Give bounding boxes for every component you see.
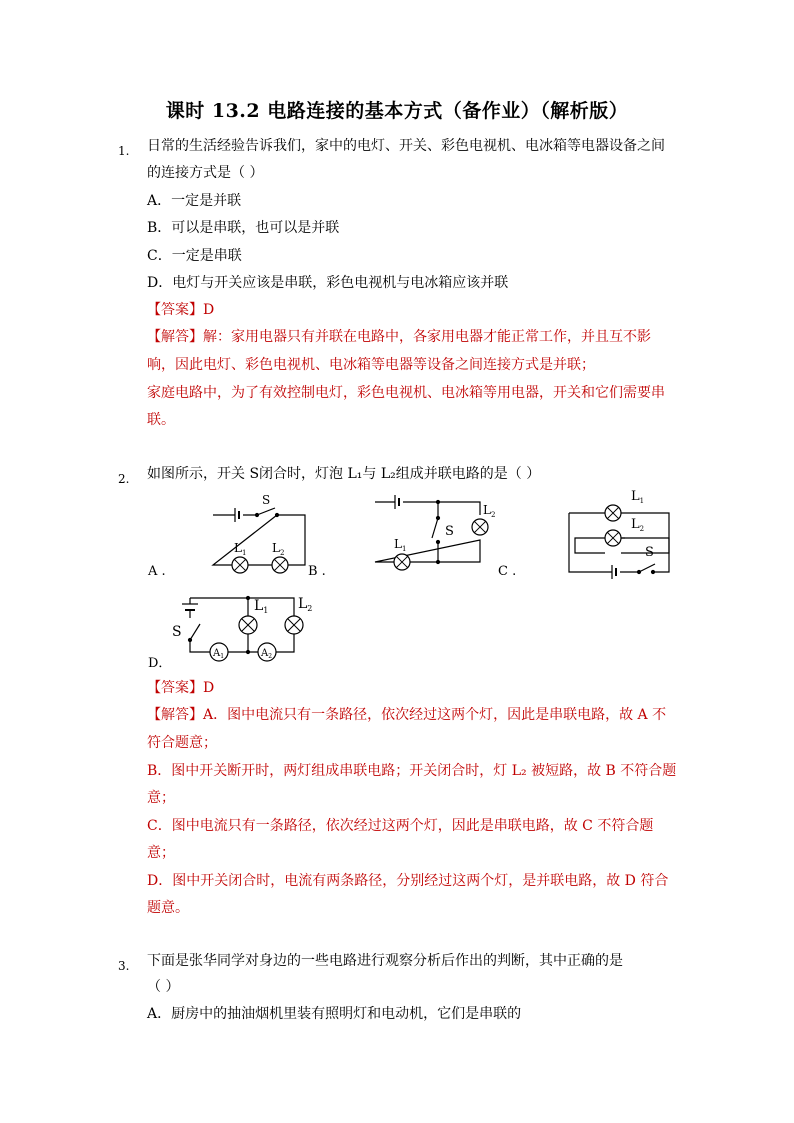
circuit-c-diagram [565,488,677,580]
lamp-l2-label: $L_2$ [298,596,313,613]
switch-label: S [645,545,654,560]
explanation-text: A．图中电流只有一条路径，依次经过这两个灯，因此是串联电路，故 A 不 [203,707,667,723]
explanation-line [147,705,666,725]
lamp-l2-label: $L_2$ [631,517,645,533]
option-c: C．一定是串联 [147,248,242,264]
explanation-text: C．图中电流只有一条路径，依次经过这两个灯，因此是串联电路，故 C 不符合题 [147,818,654,834]
option-d: D．电灯与开关应该是串联，彩色电视机与电冰箱应该并联 [147,275,509,291]
explanation-text: 意； [147,845,175,861]
answer-line [147,678,214,698]
question-stem: 的连接方式是（ ） [147,165,264,181]
switch-label: S [172,624,182,640]
circuit-a-diagram [205,490,315,582]
explanation-text: D．图中开关闭合时，电流有两条路径，分别经过这两个灯，是并联电路，故 D 符合 [147,873,669,889]
explanation-line [147,327,651,347]
page-title: 课时 13.2 电路连接的基本方式（备作业）（解析版） [165,100,629,122]
question-number: 3. [118,959,130,973]
ammeter-a1-label: $A_1$ [213,648,225,660]
ammeter-a2-label: $A_2$ [261,648,273,660]
circuit-b-diagram [370,490,500,580]
answer-line [147,300,214,320]
switch-label: S [445,524,454,539]
lamp-l1-label: $L_1$ [234,541,247,557]
answer-label: 【答案】 [147,302,203,318]
option-b-label: B . [308,564,326,579]
explanation-label: 【解答】 [147,707,203,723]
explanation-text: B．图中开关断开时，两灯组成串联电路；开关闭合时，灯 L₂ 被短路，故 B 不符合题 [147,763,677,779]
question-stem: 如图所示，开关 S闭合时，灯泡 L₁与 L₂组成并联电路的是（ ） [147,466,541,482]
lamp-l2-label: $L_2$ [483,503,496,519]
explanation-text: 联。 [147,412,175,428]
question-stem: （ ） [147,979,180,995]
question-stem: 下面是张华同学对身边的一些电路进行观察分析后作出的判断，其中正确的是 [147,953,623,969]
option-a-label: A . [148,564,166,579]
explanation-text: 解：家用电器只有并联在电路中，各家用电器才能正常工作，并且互不影 [203,329,651,345]
question-number: 2. [118,472,130,486]
explanation-text: 题意。 [147,900,189,916]
lamp-l1-label: $L_1$ [394,537,407,553]
explanation-text: 意； [147,790,175,806]
option-a: A．厨房中的抽油烟机里装有照明灯和电动机，它们是串联的 [147,1006,522,1022]
lamp-l1-label: $L_1$ [254,598,269,615]
answer-value: D [203,302,215,318]
circuit-d-diagram [168,588,318,668]
option-a: A．一定是并联 [147,193,242,209]
answer-label: 【答案】 [147,680,203,696]
option-c-label: C . [498,564,517,579]
lamp-l1-label: $L_1$ [631,489,645,505]
question-number: 1. [118,144,130,158]
switch-label: S [262,493,271,507]
answer-value: D [203,680,215,696]
lamp-l2-label: $L_2$ [272,541,285,557]
explanation-text: 家庭电路中，为了有效控制电灯，彩色电视机、电冰箱等用电器，开关和它们需要串 [147,385,665,401]
explanation-label: 【解答】 [147,329,203,345]
option-d-label: D． [148,656,172,671]
option-b: B．可以是串联，也可以是并联 [147,220,340,236]
explanation-text: 响，因此电灯、彩色电视机、电冰箱等电器等设备之间连接方式是并联； [147,357,595,373]
question-stem: 日常的生活经验告诉我们，家中的电灯、开关、彩色电视机、电冰箱等电器设备之间 [147,138,665,154]
explanation-text: 符合题意； [147,735,217,751]
